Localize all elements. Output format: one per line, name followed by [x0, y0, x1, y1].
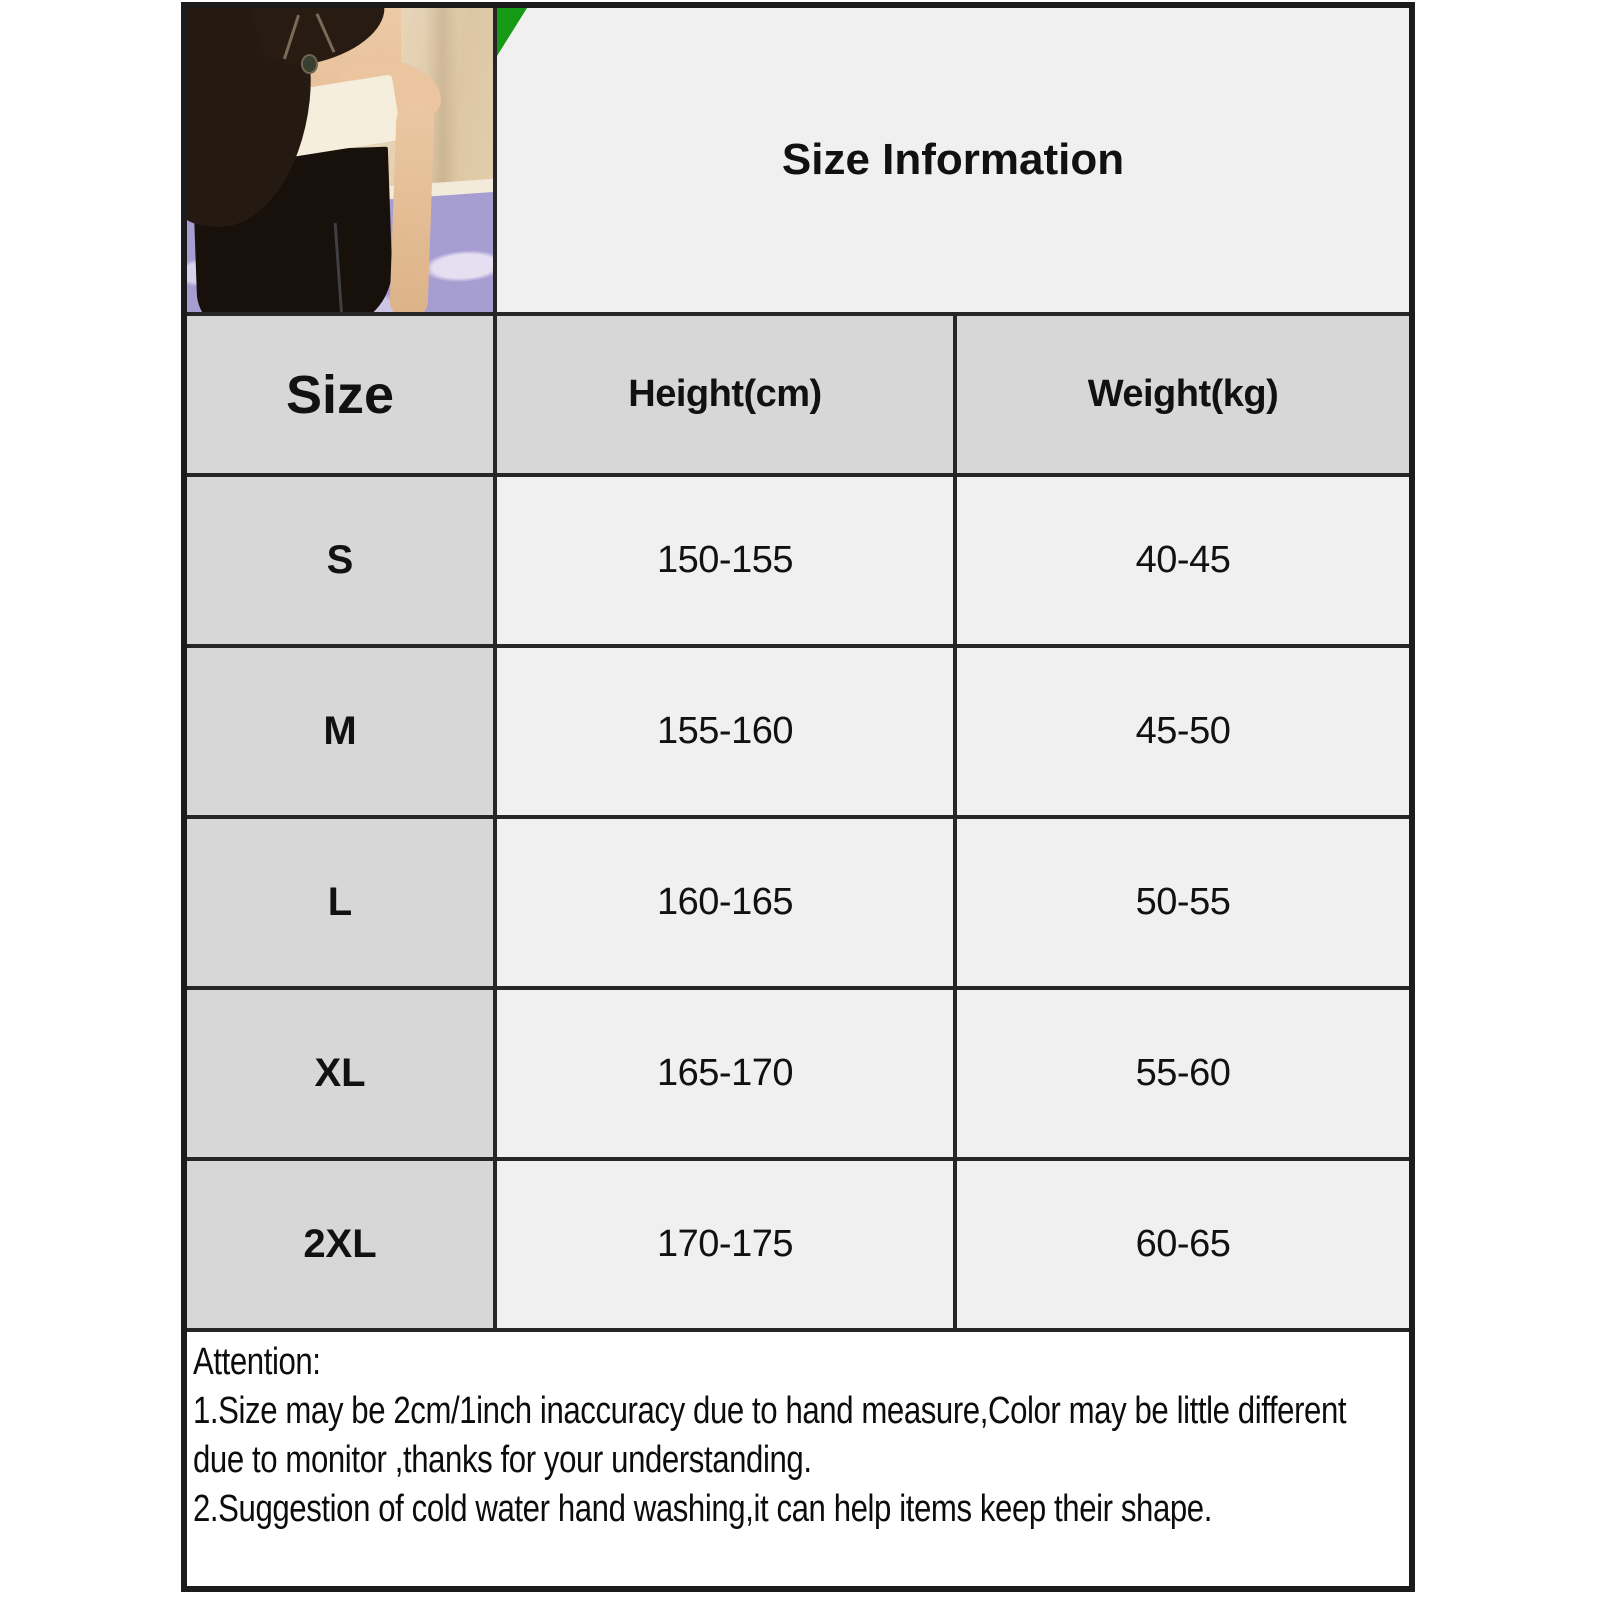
attention-note-2: 2.Suggestion of cold water hand washing,it can help items keep their shape. — [193, 1488, 1212, 1530]
size-label: 2XL — [303, 1222, 377, 1266]
column-header-height — [497, 316, 953, 473]
column-header-size — [187, 316, 493, 473]
attention-section — [187, 1332, 1409, 1586]
height-value: 155-160 — [657, 710, 793, 752]
weight-cell-s — [957, 477, 1409, 644]
height-cell-xl — [497, 990, 953, 1157]
height-value: 160-165 — [657, 881, 793, 923]
title-cell — [497, 8, 1409, 312]
product-photo — [187, 8, 493, 312]
photo-model-arm — [389, 103, 434, 312]
height-cell-2xl — [497, 1161, 953, 1328]
weight-value: 60-65 — [1135, 1223, 1231, 1265]
attention-heading: Attention: — [193, 1341, 321, 1383]
height-cell-m — [497, 648, 953, 815]
corner-flag-icon — [497, 8, 527, 56]
height-value: 150-155 — [657, 539, 793, 581]
size-label: XL — [314, 1051, 366, 1095]
size-label: L — [327, 880, 353, 924]
weight-cell-l — [957, 819, 1409, 986]
photo-necklace-pendant — [301, 54, 318, 74]
size-cell-m — [187, 648, 493, 815]
column-header-weight — [957, 316, 1409, 473]
column-header-weight-label: Weight(kg) — [1087, 373, 1279, 415]
size-label: M — [323, 709, 357, 753]
page-title: Size Information — [781, 135, 1125, 184]
height-value: 165-170 — [657, 1052, 793, 1094]
weight-value: 55-60 — [1135, 1052, 1231, 1094]
height-value: 170-175 — [657, 1223, 793, 1265]
column-header-height-label: Height(cm) — [628, 373, 822, 415]
weight-cell-m — [957, 648, 1409, 815]
weight-value: 50-55 — [1135, 881, 1231, 923]
column-header-size-label: Size — [285, 364, 395, 425]
size-chart-sheet — [181, 2, 1415, 1592]
size-cell-l — [187, 819, 493, 986]
weight-value: 45-50 — [1135, 710, 1231, 752]
height-cell-l — [497, 819, 953, 986]
size-label: S — [326, 538, 354, 582]
size-cell-xl — [187, 990, 493, 1157]
size-cell-2xl — [187, 1161, 493, 1328]
weight-value: 40-45 — [1135, 539, 1231, 581]
attention-note-1: 1.Size may be 2cm/1inch inaccuracy due to hand measure,Color may be little different due to monitor ,thanks for your understanding. — [193, 1390, 1347, 1481]
height-cell-s — [497, 477, 953, 644]
weight-cell-xl — [957, 990, 1409, 1157]
size-cell-s — [187, 477, 493, 644]
weight-cell-2xl — [957, 1161, 1409, 1328]
